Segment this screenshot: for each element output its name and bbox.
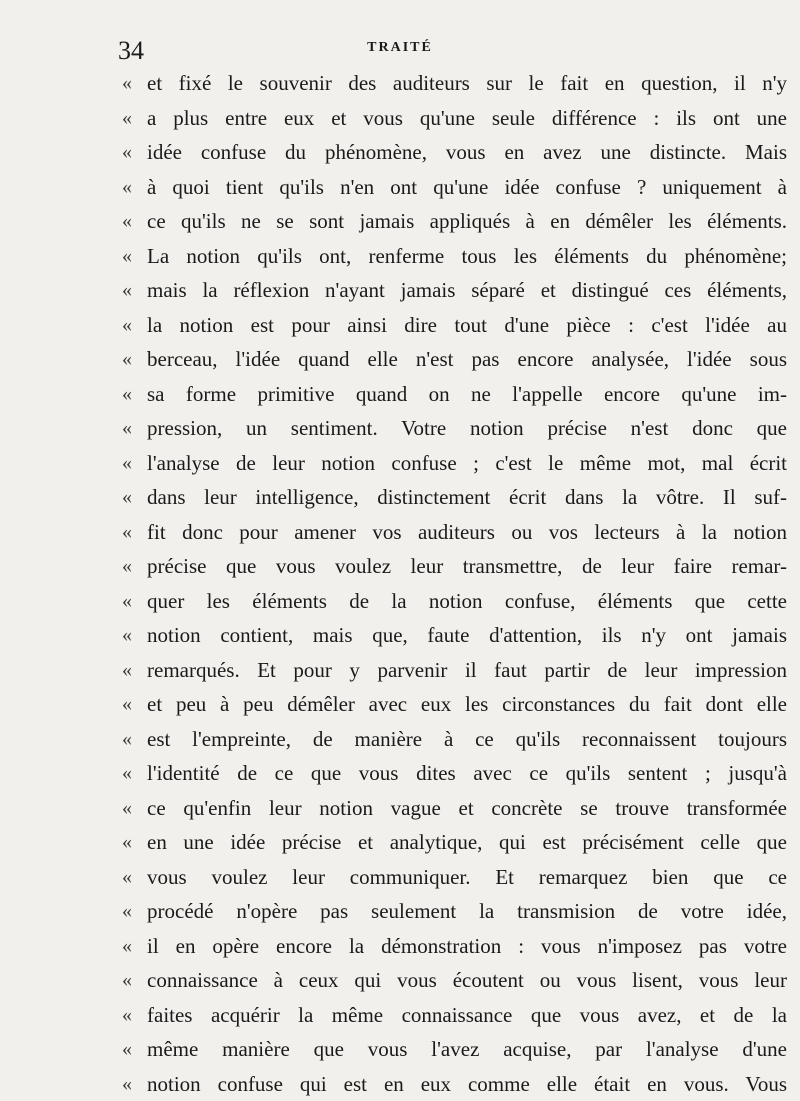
line-text: même manière que vous l'avez acquise, par l'analyse d'une bbox=[147, 1032, 787, 1067]
text-line bbox=[0, 135, 800, 170]
quote-mark: « bbox=[122, 308, 132, 343]
line-text: remarqués. Et pour y parvenir il faut partir de leur impression bbox=[147, 653, 787, 688]
quote-mark: « bbox=[122, 618, 132, 653]
line-text: pression, un sentiment. Votre notion précise n'est donc que bbox=[147, 411, 787, 446]
line-text: berceau, l'idée quand elle n'est pas encore analysée, l'idée sous bbox=[147, 342, 787, 377]
line-text: l'identité de ce que vous dites avec ce qu'ils sentent ; jusqu'à bbox=[147, 756, 787, 791]
line-text: notion contient, mais que, faute d'attention, ils n'y ont jamais bbox=[147, 618, 787, 653]
text-line bbox=[0, 273, 800, 308]
quote-mark: « bbox=[122, 929, 132, 964]
body-text bbox=[0, 66, 800, 1101]
line-text: a plus entre eux et vous qu'une seule différence : ils ont une bbox=[147, 101, 787, 136]
quote-mark: « bbox=[122, 101, 132, 136]
text-line bbox=[0, 239, 800, 274]
line-text: en une idée précise et analytique, qui est précisément celle que bbox=[147, 825, 787, 860]
line-text: mais la réflexion n'ayant jamais séparé et distingué ces éléments, bbox=[147, 273, 787, 308]
quote-mark: « bbox=[122, 170, 132, 205]
line-text: il en opère encore la démonstration : vous n'imposez pas votre bbox=[147, 929, 787, 964]
text-line bbox=[0, 756, 800, 791]
quote-mark: « bbox=[122, 687, 132, 722]
text-line bbox=[0, 860, 800, 895]
quote-mark: « bbox=[122, 860, 132, 895]
quote-mark: « bbox=[122, 722, 132, 757]
line-text: sa forme primitive quand on ne l'appelle encore qu'une im- bbox=[147, 377, 787, 412]
text-line bbox=[0, 170, 800, 205]
text-line bbox=[0, 998, 800, 1033]
line-text: idée confuse du phénomène, vous en avez une distincte. Mais bbox=[147, 135, 787, 170]
line-text: ce qu'ils ne se sont jamais appliqués à en démêler les éléments. bbox=[147, 204, 787, 239]
text-line bbox=[0, 687, 800, 722]
quote-mark: « bbox=[122, 446, 132, 481]
text-line bbox=[0, 101, 800, 136]
text-line bbox=[0, 515, 800, 550]
line-text: dans leur intelligence, distinctement écrit dans la vôtre. Il suf- bbox=[147, 480, 787, 515]
text-line bbox=[0, 308, 800, 343]
quote-mark: « bbox=[122, 411, 132, 446]
line-text: l'analyse de leur notion confuse ; c'est le même mot, mal écrit bbox=[147, 446, 787, 481]
text-line bbox=[0, 963, 800, 998]
text-line bbox=[0, 722, 800, 757]
text-line bbox=[0, 618, 800, 653]
line-text: connaissance à ceux qui vous écoutent ou vous lisent, vous leur bbox=[147, 963, 787, 998]
quote-mark: « bbox=[122, 273, 132, 308]
quote-mark: « bbox=[122, 515, 132, 550]
quote-mark: « bbox=[122, 377, 132, 412]
quote-mark: « bbox=[122, 998, 132, 1033]
line-text: faites acquérir la même connaissance que vous avez, et de la bbox=[147, 998, 787, 1033]
line-text: procédé n'opère pas seulement la transmision de votre idée, bbox=[147, 894, 787, 929]
quote-mark: « bbox=[122, 135, 132, 170]
text-line bbox=[0, 1067, 800, 1101]
quote-mark: « bbox=[122, 1032, 132, 1067]
line-text: et fixé le souvenir des auditeurs sur le fait en question, il n'y bbox=[147, 66, 787, 101]
text-line bbox=[0, 549, 800, 584]
text-line bbox=[0, 446, 800, 481]
text-line bbox=[0, 653, 800, 688]
text-line bbox=[0, 66, 800, 101]
quote-mark: « bbox=[122, 584, 132, 619]
quote-mark: « bbox=[122, 825, 132, 860]
quote-mark: « bbox=[122, 480, 132, 515]
line-text: est l'empreinte, de manière à ce qu'ils reconnaissent toujours bbox=[147, 722, 787, 757]
quote-mark: « bbox=[122, 963, 132, 998]
text-line bbox=[0, 377, 800, 412]
line-text: vous voulez leur communiquer. Et remarquez bien que ce bbox=[147, 860, 787, 895]
text-line bbox=[0, 584, 800, 619]
quote-mark: « bbox=[122, 204, 132, 239]
text-line bbox=[0, 480, 800, 515]
quote-mark: « bbox=[122, 653, 132, 688]
text-line bbox=[0, 894, 800, 929]
line-text: précise que vous voulez leur transmettre, de leur faire remar- bbox=[147, 549, 787, 584]
quote-mark: « bbox=[122, 894, 132, 929]
quote-mark: « bbox=[122, 549, 132, 584]
text-line bbox=[0, 204, 800, 239]
text-line bbox=[0, 342, 800, 377]
line-text: La notion qu'ils ont, renferme tous les éléments du phénomène; bbox=[147, 239, 787, 274]
line-text: notion confuse qui est en eux comme elle était en vous. Vous bbox=[147, 1067, 787, 1101]
quote-mark: « bbox=[122, 239, 132, 274]
quote-mark: « bbox=[122, 342, 132, 377]
line-text: fit donc pour amener vos auditeurs ou vos lecteurs à la notion bbox=[147, 515, 787, 550]
quote-mark: « bbox=[122, 66, 132, 101]
line-text: la notion est pour ainsi dire tout d'une pièce : c'est l'idée au bbox=[147, 308, 787, 343]
text-line bbox=[0, 825, 800, 860]
text-line bbox=[0, 411, 800, 446]
line-text: et peu à peu démêler avec eux les circonstances du fait dont elle bbox=[147, 687, 787, 722]
text-line bbox=[0, 791, 800, 826]
line-text: ce qu'enfin leur notion vague et concrète se trouve transformée bbox=[147, 791, 787, 826]
text-line bbox=[0, 1032, 800, 1067]
running-title: TRAITÉ bbox=[0, 40, 800, 56]
quote-mark: « bbox=[122, 791, 132, 826]
page-number: 34 bbox=[118, 36, 144, 66]
quote-mark: « bbox=[122, 756, 132, 791]
line-text: quer les éléments de la notion confuse, éléments que cette bbox=[147, 584, 787, 619]
quote-mark: « bbox=[122, 1067, 132, 1101]
line-text: à quoi tient qu'ils n'en ont qu'une idée confuse ? uniquement à bbox=[147, 170, 787, 205]
text-line bbox=[0, 929, 800, 964]
